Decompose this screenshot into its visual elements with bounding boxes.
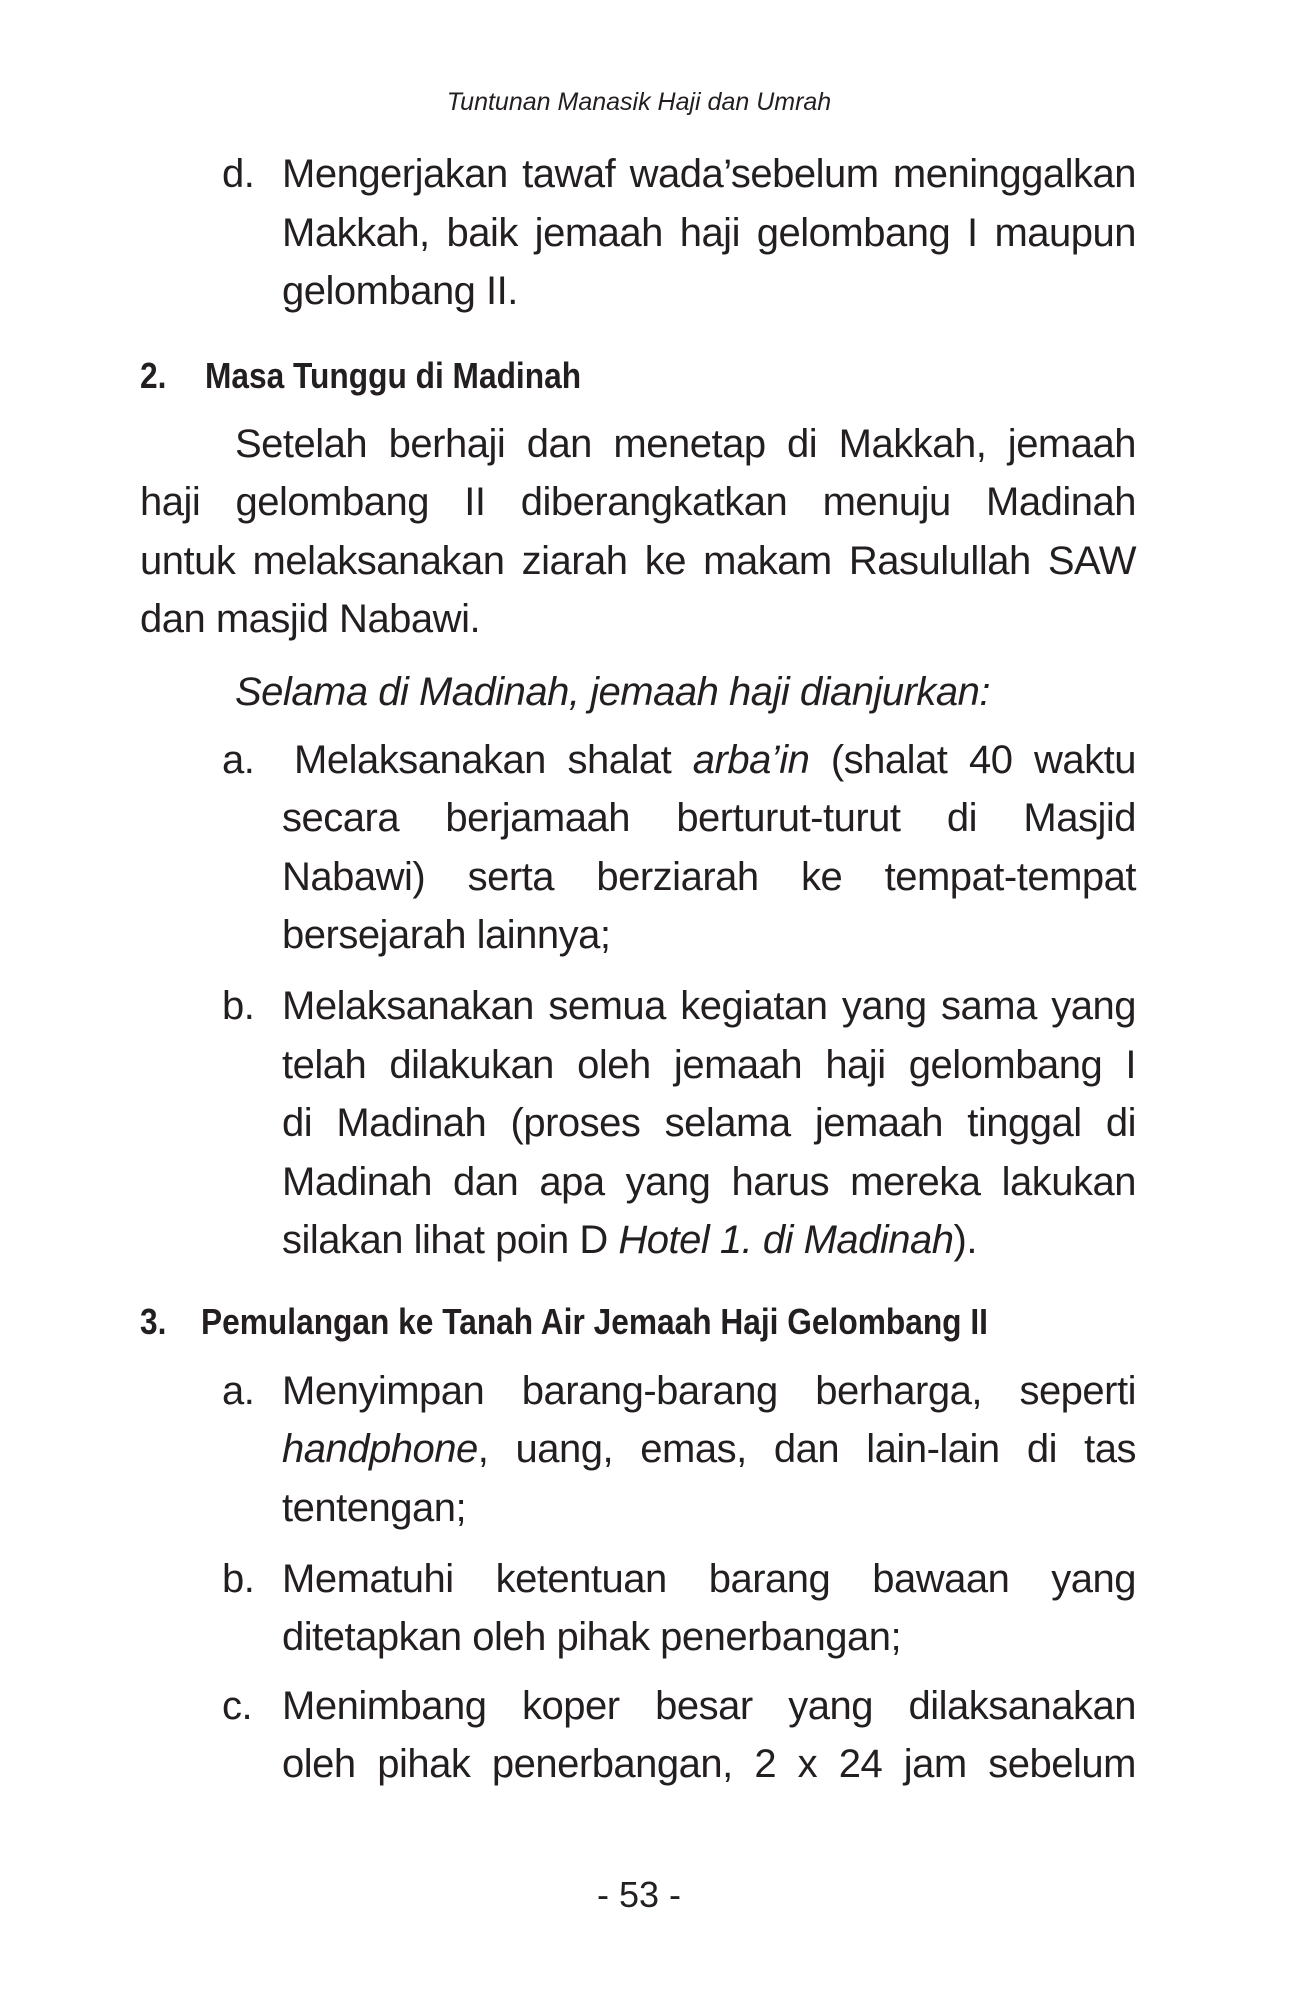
- text-line: Melaksanakan semua kegiatan yang sama yang: [282, 984, 1136, 1028]
- list-intro: [235, 663, 1136, 722]
- italic-term: handphone: [282, 1427, 478, 1471]
- text-line: Mematuhi ketentuan barang bawaan yang: [282, 1556, 1136, 1601]
- text-line: Nabawi) serta berziarah ke tempat-tempat: [282, 854, 1136, 899]
- list-item-a: [222, 1362, 1136, 1538]
- list-item-text: [282, 977, 1136, 1270]
- text-line: di Madinah (proses selama jemaah tinggal di: [282, 1101, 1136, 1145]
- text-line: ditetapkan oleh pihak penerbangan;: [282, 1615, 902, 1659]
- list-item-label: b.: [222, 1556, 255, 1601]
- section-title: Pemulangan ke Tanah Air Jemaah Haji Gelombang II: [201, 1301, 988, 1342]
- list-item-b: [222, 1550, 1136, 1667]
- text-segment: , uang, emas, dan lain-lain di tas: [477, 1427, 1136, 1471]
- list-item-d: [222, 145, 1136, 321]
- section-heading-2: [140, 351, 1140, 401]
- running-header: Tuntunan Manasik Haji dan Umrah: [446, 88, 832, 116]
- section-number: 2.: [140, 355, 167, 396]
- list-item-text: [282, 731, 1136, 965]
- text-line: tentengan;: [282, 1485, 467, 1530]
- list-item-text: [282, 1677, 1136, 1794]
- text-segment: (shalat 40 waktu: [809, 737, 1136, 782]
- text-line: gelombang II.: [282, 269, 518, 313]
- text-line: [282, 1211, 1136, 1270]
- page-number: - 53 -: [596, 1874, 682, 1915]
- section-title: Masa Tunggu di Madinah: [205, 355, 582, 396]
- list-item-text: [282, 1550, 1136, 1667]
- text-line: Selama di Madinah, jemaah haji dianjurkan:: [235, 669, 991, 714]
- text-line: Makkah, baik jemaah haji gelombang I maupun: [282, 210, 1136, 255]
- text-line: Menimbang koper besar yang dilaksanakan: [282, 1683, 1136, 1728]
- text-line: bersejarah lainnya;: [282, 913, 611, 957]
- list-item-label: a.: [222, 737, 255, 782]
- list-item-label: d.: [222, 152, 255, 196]
- italic-term: Hotel 1. di Madinah: [618, 1218, 954, 1262]
- text-line: haji gelombang II diberangkatkan menuju Madinah: [140, 480, 1136, 524]
- body-paragraph: [140, 415, 1136, 649]
- text-segment: Melaksanakan shalat: [294, 737, 693, 782]
- list-item-label: b.: [222, 984, 255, 1028]
- list-item-text: [282, 1362, 1136, 1538]
- text-line: Menyimpan barang-barang berharga, seperti: [282, 1368, 1136, 1413]
- section-number: 3.: [140, 1301, 167, 1342]
- text-line: [282, 1420, 1136, 1479]
- text-line: secara berjamaah berturut-turut di Masjid: [282, 796, 1136, 840]
- text-segment: silakan lihat poin D: [282, 1218, 619, 1262]
- text-line: untuk melaksanakan ziarah ke makam Rasulullah SAW: [140, 538, 1136, 583]
- text-segment: ).: [953, 1218, 977, 1262]
- text-line: [282, 731, 1136, 790]
- text-line: dan masjid Nabawi.: [140, 597, 481, 641]
- section-heading-3: [140, 1297, 1140, 1347]
- list-item-text: [282, 145, 1136, 321]
- italic-term: arba’in: [692, 737, 810, 782]
- list-item-label: a.: [222, 1368, 255, 1413]
- list-item-label: c.: [222, 1683, 253, 1728]
- text-line: telah dilakukan oleh jemaah haji gelombang I: [282, 1042, 1136, 1087]
- list-item-b: [222, 977, 1136, 1270]
- list-item-a: [222, 731, 1136, 965]
- text-line: Setelah berhaji dan menetap di Makkah, jemaah: [235, 421, 1136, 466]
- list-item-c: [222, 1677, 1136, 1794]
- text-line: oleh pihak penerbangan, 2 x 24 jam sebelum: [282, 1742, 1136, 1786]
- text-line: Mengerjakan tawaf wada’sebelum meninggalkan: [282, 152, 1136, 196]
- text-line: Madinah dan apa yang harus mereka lakukan: [282, 1159, 1136, 1204]
